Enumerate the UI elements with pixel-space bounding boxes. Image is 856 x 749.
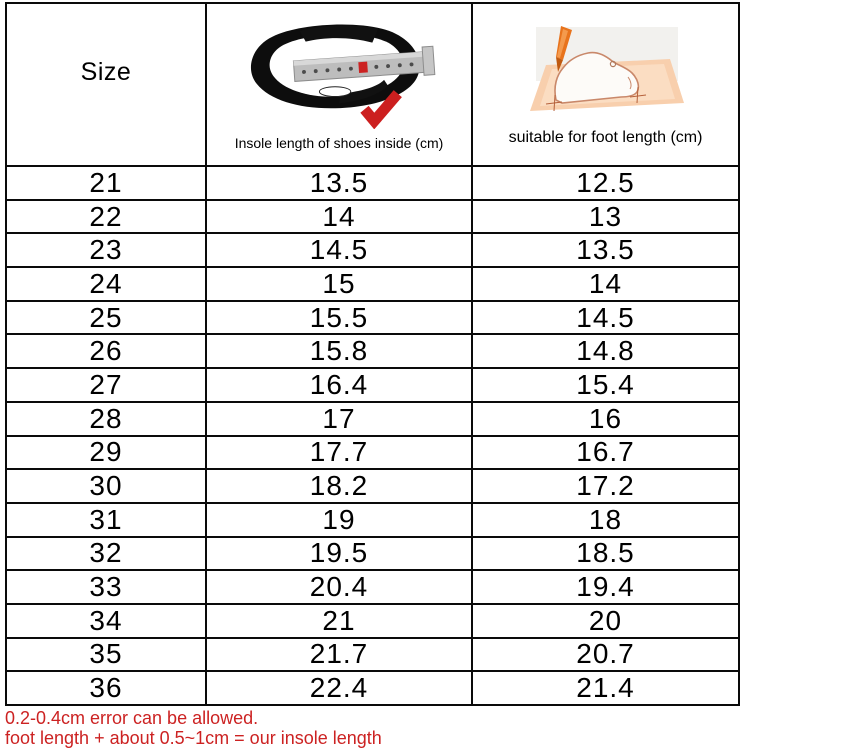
size-row <box>6 200 739 234</box>
insole-length-cell: 17.7 <box>206 436 472 470</box>
insole-length-cell: 15.5 <box>206 301 472 335</box>
insole-column-caption: Insole length of shoes inside (cm) <box>234 134 444 151</box>
size-cell: 36 <box>6 671 206 705</box>
size-cell: 33 <box>6 570 206 604</box>
insole-length-cell: 18.2 <box>206 469 472 503</box>
size-cell: 25 <box>6 301 206 335</box>
size-row <box>6 638 739 672</box>
foot-length-cell: 13.5 <box>472 233 739 267</box>
insole-column-header <box>206 3 472 166</box>
foot-length-cell: 18 <box>472 503 739 537</box>
shoe-insole-measure-illustration <box>241 19 437 129</box>
size-column-header <box>6 3 206 166</box>
foot-column-caption: suitable for foot length (cm) <box>508 128 703 146</box>
insole-length-cell: 15 <box>206 267 472 301</box>
insole-length-cell: 13.5 <box>206 166 472 200</box>
size-rows <box>6 166 739 705</box>
foot-length-cell: 12.5 <box>472 166 739 200</box>
notes <box>5 708 382 748</box>
size-row <box>6 503 739 537</box>
insole-length-cell: 16.4 <box>206 368 472 402</box>
size-row <box>6 604 739 638</box>
foot-length-cell: 21.4 <box>472 671 739 705</box>
size-cell: 28 <box>6 402 206 436</box>
insole-length-cell: 20.4 <box>206 570 472 604</box>
size-row <box>6 402 739 436</box>
insole-length-cell: 21.7 <box>206 638 472 672</box>
foot-length-cell: 19.4 <box>472 570 739 604</box>
size-cell: 35 <box>6 638 206 672</box>
size-chart-table <box>5 2 740 706</box>
insole-length-cell: 17 <box>206 402 472 436</box>
size-cell: 23 <box>6 233 206 267</box>
size-cell: 22 <box>6 200 206 234</box>
size-row <box>6 436 739 470</box>
size-cell: 30 <box>6 469 206 503</box>
foot-length-cell: 20 <box>472 604 739 638</box>
size-row <box>6 233 739 267</box>
size-cell: 29 <box>6 436 206 470</box>
insole-length-cell: 21 <box>206 604 472 638</box>
foot-length-cell: 14.5 <box>472 301 739 335</box>
size-row <box>6 537 739 571</box>
foot-length-cell: 15.4 <box>472 368 739 402</box>
foot-tracing-illustration <box>516 23 696 119</box>
insole-formula-note: foot length + about 0.5~1cm = our insole length <box>5 728 382 748</box>
size-cell: 21 <box>6 166 206 200</box>
size-cell: 31 <box>6 503 206 537</box>
size-column-label: Size <box>80 58 132 86</box>
size-cell: 27 <box>6 368 206 402</box>
foot-length-cell: 17.2 <box>472 469 739 503</box>
foot-length-cell: 16.7 <box>472 436 739 470</box>
foot-column-header <box>472 3 739 166</box>
foot-length-cell: 13 <box>472 200 739 234</box>
foot-length-cell: 16 <box>472 402 739 436</box>
size-row <box>6 301 739 335</box>
foot-length-cell: 14.8 <box>472 334 739 368</box>
foot-length-cell: 14 <box>472 267 739 301</box>
foot-length-cell: 20.7 <box>472 638 739 672</box>
size-row <box>6 267 739 301</box>
insole-length-cell: 19.5 <box>206 537 472 571</box>
insole-length-cell: 22.4 <box>206 671 472 705</box>
size-row <box>6 469 739 503</box>
size-row <box>6 334 739 368</box>
error-tolerance-note: 0.2-0.4cm error can be allowed. <box>5 708 259 728</box>
size-row <box>6 671 739 705</box>
size-cell: 24 <box>6 267 206 301</box>
size-row <box>6 570 739 604</box>
size-cell: 26 <box>6 334 206 368</box>
size-row <box>6 368 739 402</box>
foot-length-cell: 18.5 <box>472 537 739 571</box>
size-row <box>6 166 739 200</box>
size-cell: 32 <box>6 537 206 571</box>
insole-length-cell: 14.5 <box>206 233 472 267</box>
insole-length-cell: 19 <box>206 503 472 537</box>
header-row <box>6 3 739 166</box>
insole-length-cell: 15.8 <box>206 334 472 368</box>
insole-length-cell: 14 <box>206 200 472 234</box>
size-cell: 34 <box>6 604 206 638</box>
